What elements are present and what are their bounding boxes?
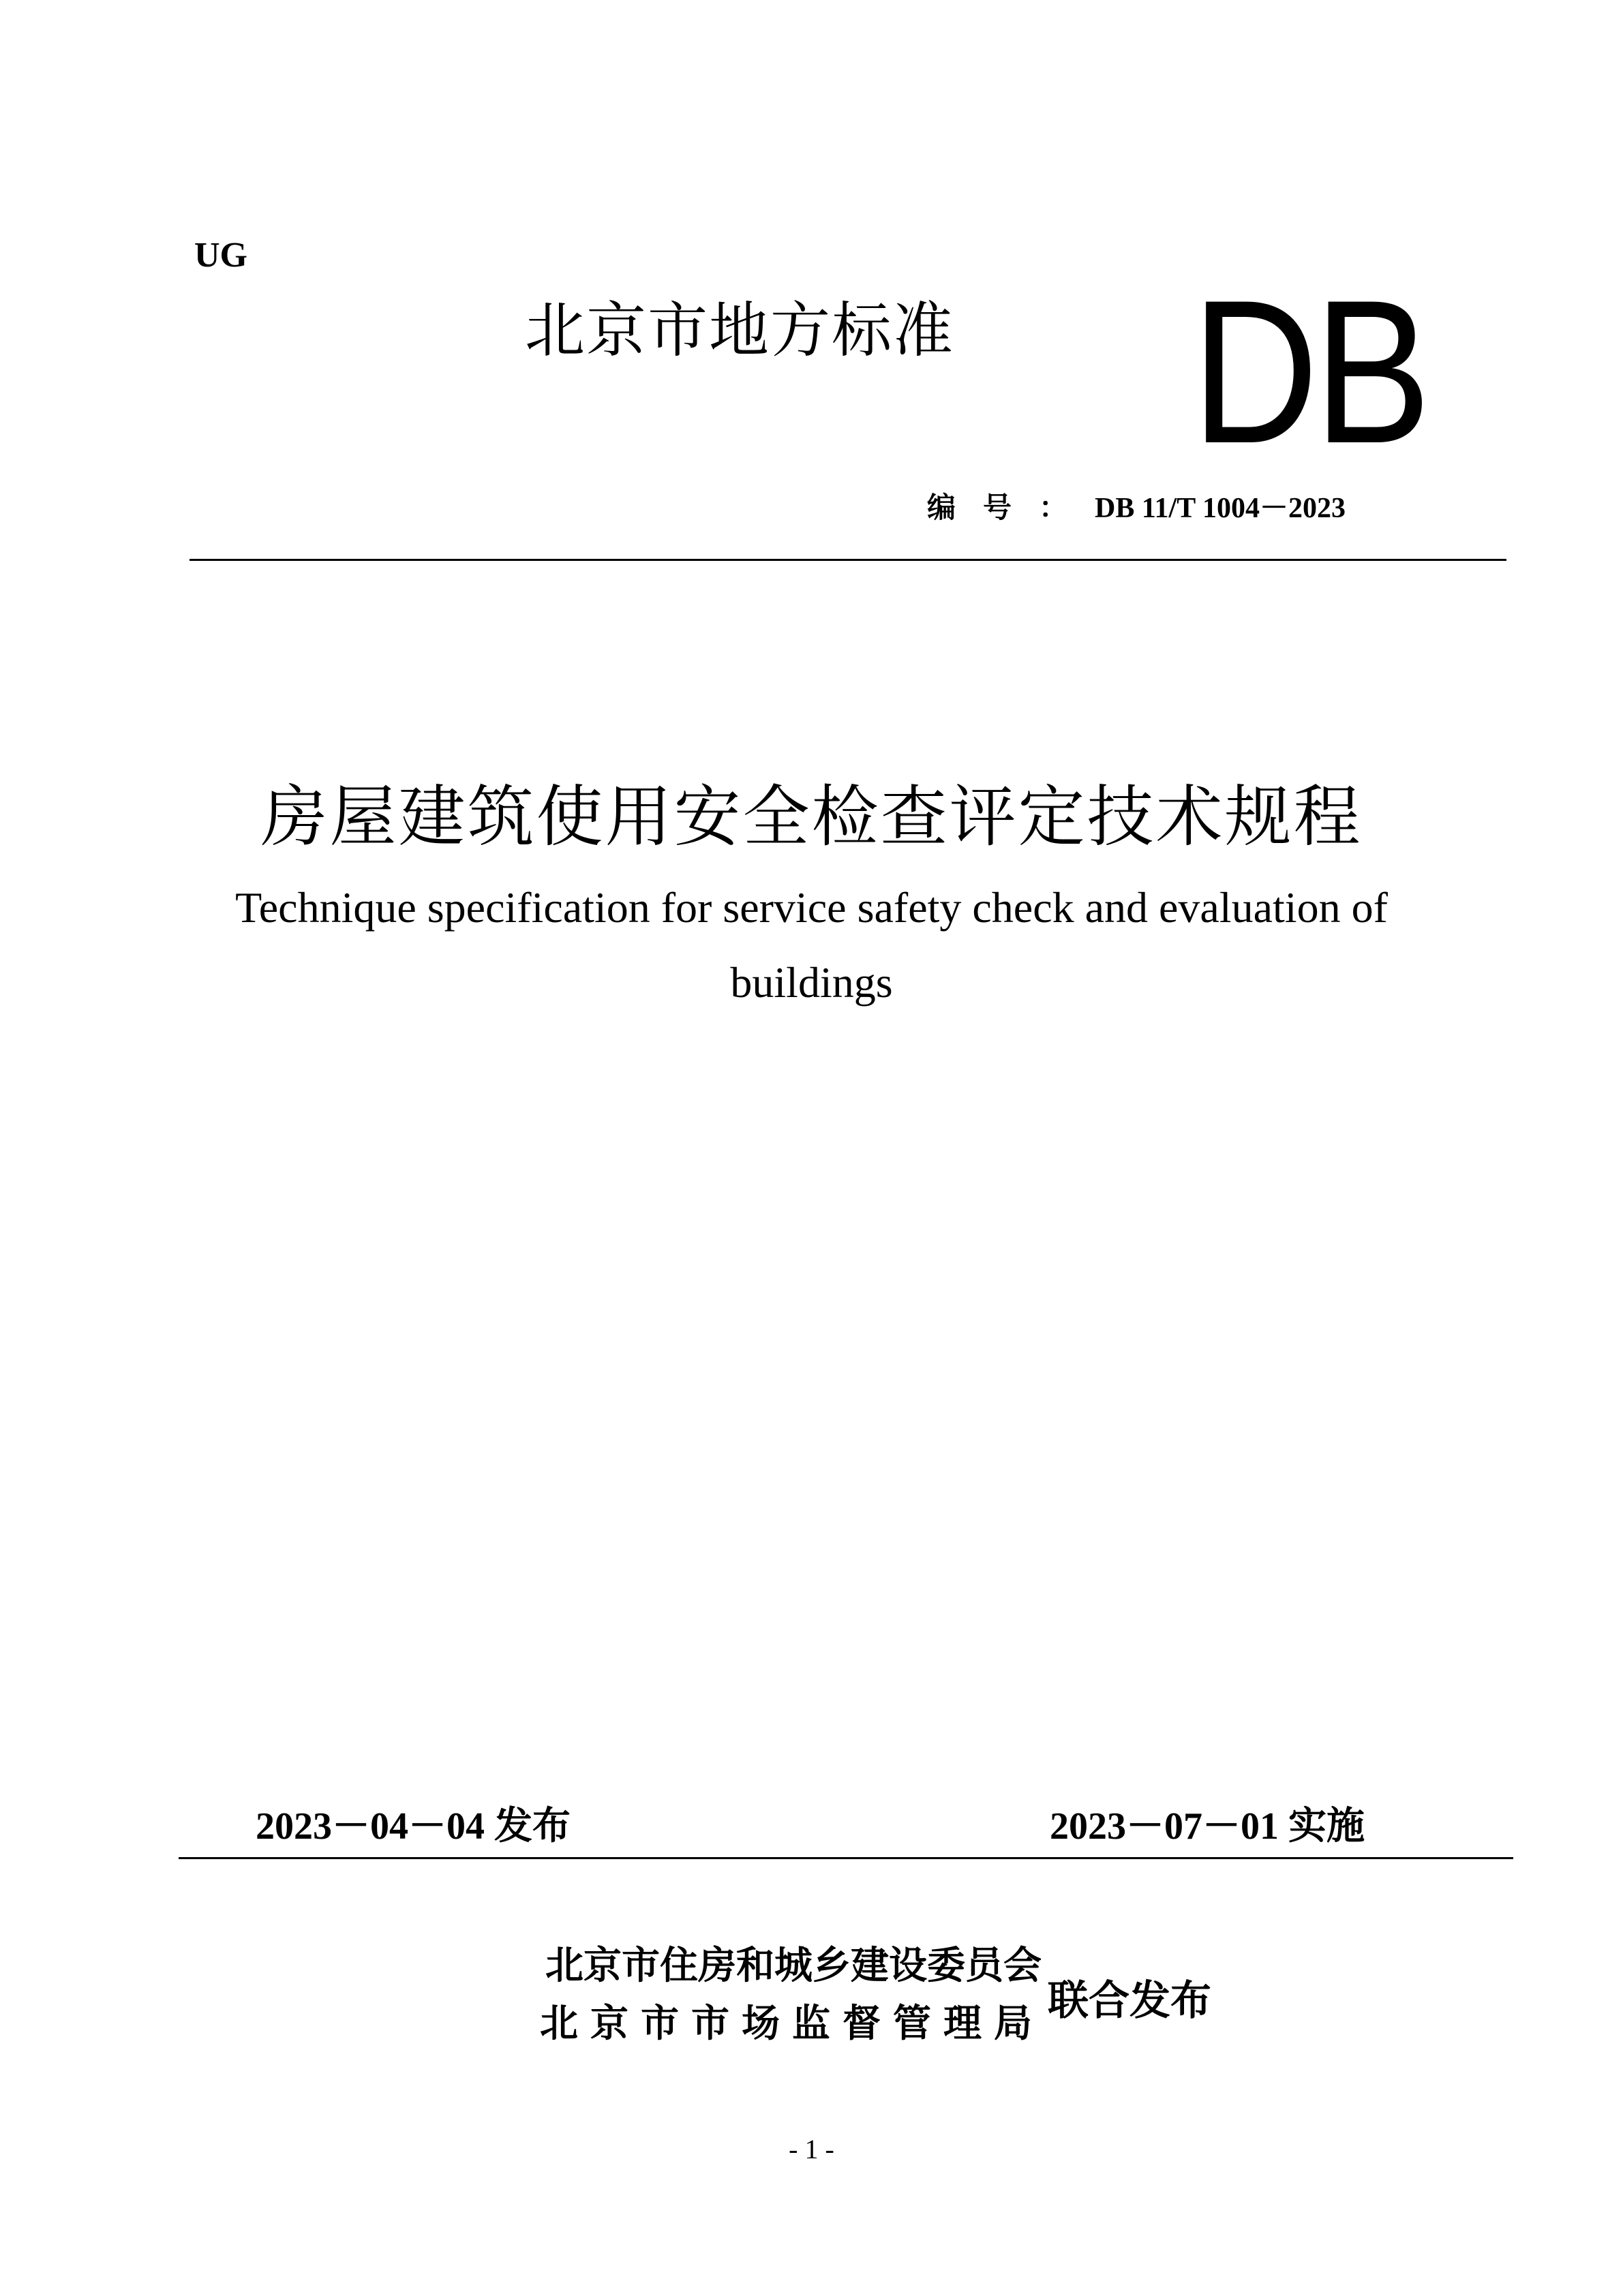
- classification-code: UG: [194, 236, 247, 275]
- footer-divider: [179, 1857, 1513, 1859]
- header-divider: [189, 559, 1506, 561]
- issue-date: 2023－04－04 发布: [256, 1805, 571, 1848]
- db-mark: DB: [1192, 257, 1427, 486]
- issuer-housing-commission: 北京市住房和城乡建设委员会: [545, 1944, 1042, 1988]
- standard-number-value: DB 11/T 1004－2023: [1095, 493, 1346, 524]
- page-number: - 1 -: [789, 2134, 834, 2164]
- document-title-english-line2: buildings: [730, 958, 893, 1007]
- standard-number-label: 编号：: [927, 493, 1095, 524]
- joint-issue-label: 联合发布: [1048, 1977, 1211, 2025]
- document-title-english-line1: Technique specification for service safety check and evaluation of: [235, 883, 1388, 932]
- issuer-market-regulation: 北京市市场监督管理局: [540, 2002, 1044, 2046]
- standard-number: [927, 485, 1346, 526]
- document-title-chinese: 房屋建筑使用安全检查评定技术规程: [260, 778, 1363, 856]
- standard-type-heading: 北京市地方标准: [525, 295, 955, 365]
- implementation-date: 2023－07－01 实施: [1050, 1805, 1365, 1848]
